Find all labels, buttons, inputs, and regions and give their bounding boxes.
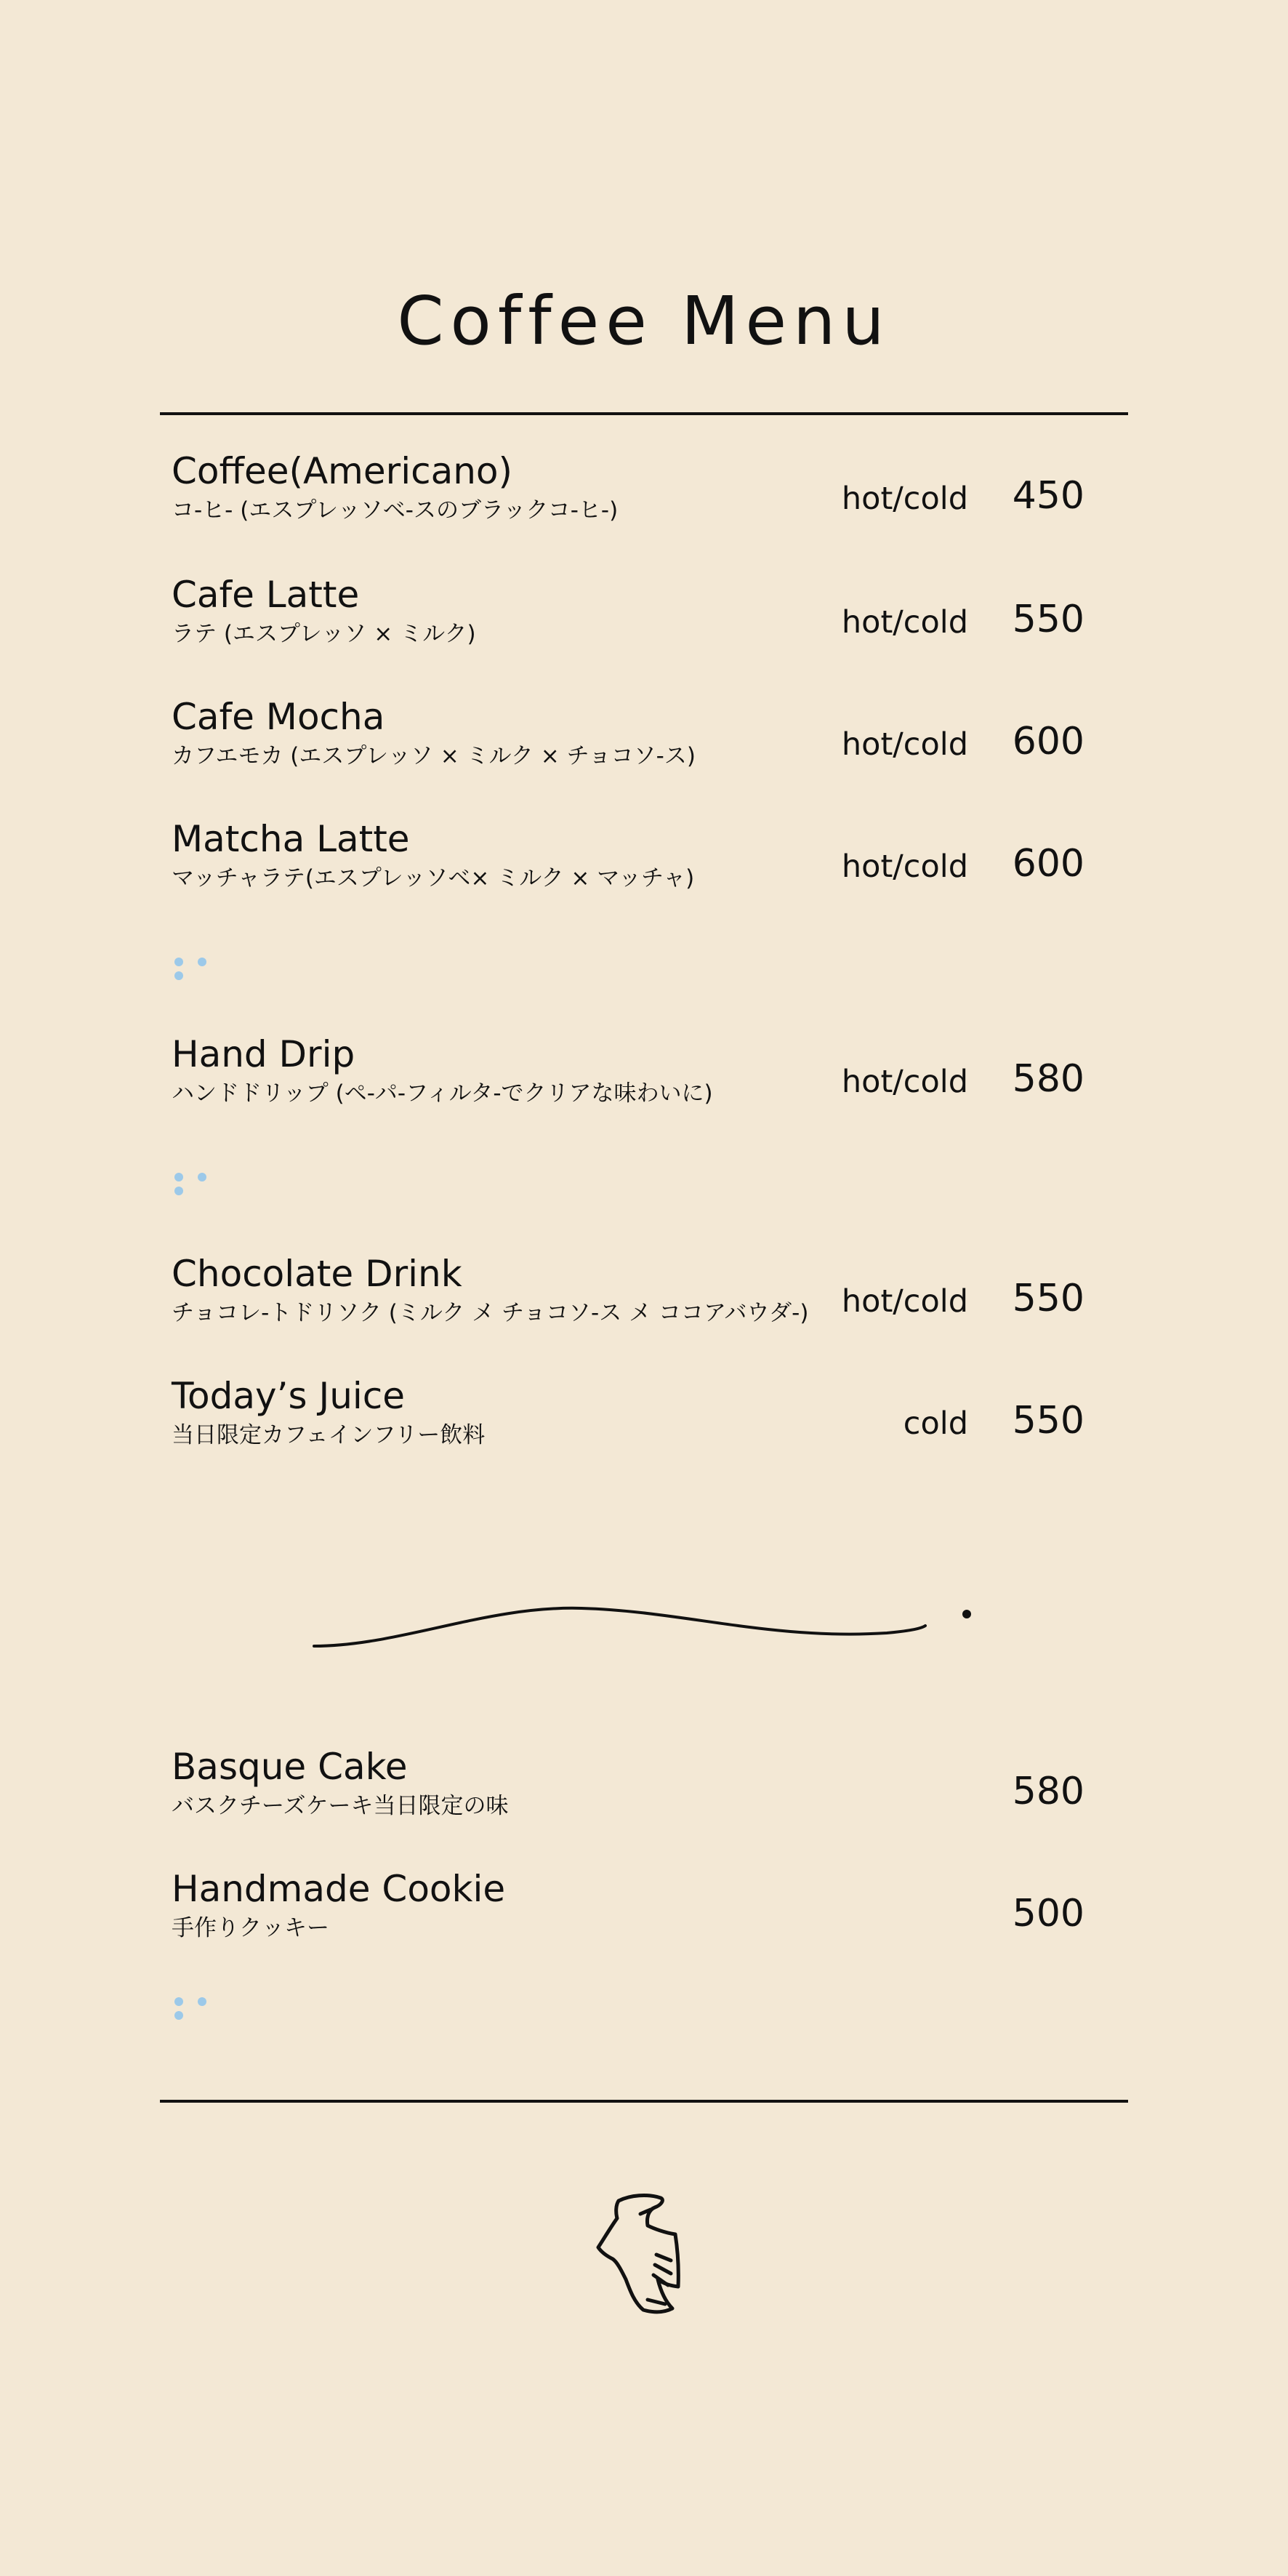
- item-price: 500: [1012, 1892, 1084, 1935]
- dot: [174, 1173, 183, 1181]
- item-description: 手作りクッキー: [172, 1915, 329, 1941]
- item-price: 550: [1012, 1399, 1084, 1443]
- menu-item-chocolate-drink: [172, 1251, 1116, 1338]
- item-price: 600: [1012, 842, 1084, 886]
- menu-item-basque-cake: [172, 1744, 1116, 1831]
- more-items-indicator: [174, 955, 240, 966]
- item-description: ラテ (エスプレッソ × ミルク): [172, 621, 476, 647]
- bird-icon: [585, 2185, 701, 2330]
- dot: [198, 958, 206, 966]
- dot: [174, 2011, 183, 2020]
- item-temperature: hot/cold: [841, 481, 968, 517]
- dot: [198, 1173, 206, 1181]
- item-price: 600: [1012, 720, 1084, 763]
- item-temperature: hot/cold: [841, 604, 968, 641]
- dot: [174, 1187, 183, 1195]
- item-description: マッチャラテ(エスプレッソベ× ミルク × マッチャ): [172, 865, 695, 891]
- item-name: Chocolate Drink: [172, 1253, 462, 1295]
- item-temperature: hot/cold: [841, 1283, 968, 1320]
- item-temperature: hot/cold: [841, 1064, 968, 1100]
- wave-line-icon: [305, 1585, 989, 1658]
- item-temperature: hot/cold: [841, 726, 968, 763]
- item-description: チョコレ-トドリソク (ミルク メ チョコソ-ス メ ココアバウダ-): [172, 1300, 809, 1326]
- item-name: Hand Drip: [172, 1033, 355, 1075]
- item-name: Today’s Juice: [172, 1375, 406, 1417]
- more-items-indicator: [174, 1995, 240, 2005]
- item-description: ハンドドリップ (ペ-パ-フィルタ-でクリアな味わいに): [172, 1080, 713, 1107]
- dot: [198, 1997, 206, 2006]
- menu-item-handmade-cookie: [172, 1866, 1116, 1953]
- menu-item-cafe-latte: [172, 571, 1116, 659]
- item-price: 580: [1012, 1057, 1084, 1101]
- top-divider: [160, 412, 1128, 415]
- item-name: Matcha Latte: [172, 818, 410, 860]
- bottom-divider: [160, 2100, 1128, 2103]
- menu-item-todays-juice: [172, 1373, 1116, 1460]
- dot: [174, 958, 183, 966]
- menu-item-cafe-mocha: [172, 694, 1116, 781]
- item-name: Basque Cake: [172, 1746, 408, 1788]
- item-price: 450: [1012, 474, 1084, 518]
- item-description: 当日限定カフェインフリー飲料: [172, 1422, 486, 1448]
- menu-item-matcha-latte: [172, 816, 1116, 903]
- item-name: Cafe Latte: [172, 574, 360, 616]
- dot: [174, 1997, 183, 2006]
- item-price: 580: [1012, 1770, 1084, 1813]
- item-name: Handmade Cookie: [172, 1868, 506, 1910]
- item-price: 550: [1012, 598, 1084, 641]
- dot: [174, 971, 183, 980]
- item-description: コ-ヒ- (エスプレッソベ-スのブラックコ-ヒ-): [172, 497, 619, 523]
- item-description: バスクチーズケーキ当日限定の味: [172, 1793, 509, 1819]
- menu-title: Coffee Menu: [397, 281, 891, 360]
- item-temperature: hot/cold: [841, 848, 968, 885]
- item-price: 550: [1012, 1277, 1084, 1320]
- menu-item-hand-drip: [172, 1031, 1116, 1118]
- item-description: カフエモカ (エスプレッソ × ミルク × チョコソ-ス): [172, 743, 696, 769]
- item-temperature: cold: [903, 1405, 968, 1442]
- more-items-indicator: [174, 1171, 240, 1181]
- item-name: Cafe Mocha: [172, 696, 385, 738]
- item-name: Coffee(Americano): [172, 450, 513, 492]
- menu-item-coffee-americano: [172, 448, 1116, 535]
